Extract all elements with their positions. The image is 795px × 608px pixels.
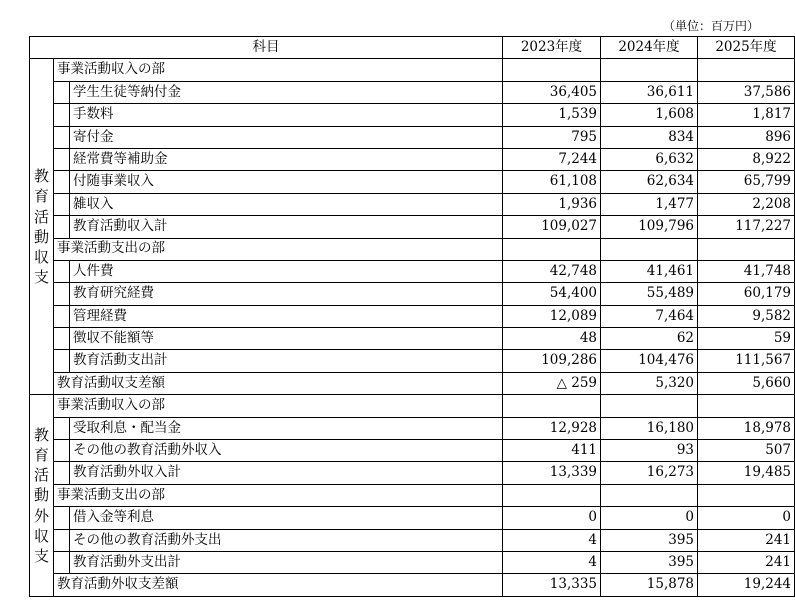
table-row (30, 462, 795, 484)
indent-cell (54, 440, 70, 462)
indent-cell (54, 529, 70, 551)
empty-cell (601, 484, 698, 506)
row-value: 41,748 (698, 260, 795, 282)
row-value: 395 (601, 551, 698, 573)
row-value: 0 (601, 507, 698, 529)
table-row (30, 104, 795, 126)
row-value: 7,464 (601, 305, 698, 327)
table-row (30, 148, 795, 170)
row-label: 教育研究経費 (70, 283, 503, 305)
row-label: 付随事業収入 (70, 171, 503, 193)
row-value: 42,748 (503, 260, 601, 282)
total-value: 13,335 (503, 574, 601, 596)
indent-cell (54, 216, 70, 238)
row-label: 経常費等補助金 (70, 148, 503, 170)
row-value: 16,273 (601, 462, 698, 484)
row-label: その他の教育活動外収入 (70, 440, 503, 462)
row-value: 109,796 (601, 216, 698, 238)
row-value: 395 (601, 529, 698, 551)
empty-cell (601, 395, 698, 417)
row-value: 62 (601, 328, 698, 350)
row-label: 人件費 (70, 260, 503, 282)
group-label-char: 育 (33, 445, 49, 464)
empty-cell (503, 238, 601, 260)
row-label: 徴収不能額等 (70, 328, 503, 350)
row-value: 12,089 (503, 305, 601, 327)
row-value: 8,922 (698, 148, 795, 170)
group-label-char: 動 (33, 227, 49, 246)
row-value: 1,477 (601, 193, 698, 215)
row-value: 7,244 (503, 148, 601, 170)
empty-cell (601, 59, 698, 81)
indent-cell (54, 193, 70, 215)
row-value: 36,405 (503, 81, 601, 103)
group-label-char: 教 (33, 167, 49, 186)
row-label: 教育活動外収入計 (70, 462, 503, 484)
row-value: 61,108 (503, 171, 601, 193)
table-row (30, 216, 795, 238)
indent-cell (54, 417, 70, 439)
block-title-row (30, 238, 795, 260)
row-value: 60,179 (698, 283, 795, 305)
table-row (30, 260, 795, 282)
row-value: 54,400 (503, 283, 601, 305)
row-value: 9,582 (698, 305, 795, 327)
row-value: 1,539 (503, 104, 601, 126)
empty-cell (503, 59, 601, 81)
table-row (30, 551, 795, 573)
row-value: 65,799 (698, 171, 795, 193)
table-row (30, 417, 795, 439)
row-label: その他の教育活動外支出 (70, 529, 503, 551)
table-row (30, 305, 795, 327)
block-title: 事業活動支出の部 (54, 484, 503, 506)
row-value: 4 (503, 551, 601, 573)
indent-cell (54, 305, 70, 327)
row-value: 18,978 (698, 417, 795, 439)
row-label: 受取利息・配当金 (70, 417, 503, 439)
row-value: 19,485 (698, 462, 795, 484)
total-row (30, 574, 795, 596)
table-row (30, 81, 795, 103)
row-value: 896 (698, 126, 795, 148)
indent-cell (54, 81, 70, 103)
row-label: 寄付金 (70, 126, 503, 148)
row-value: 93 (601, 440, 698, 462)
header-year: 2025年度 (698, 37, 795, 59)
row-label: 学生生徒等納付金 (70, 81, 503, 103)
section-group-label (30, 59, 54, 395)
row-value: 117,227 (698, 216, 795, 238)
empty-cell (698, 395, 795, 417)
row-value: 109,027 (503, 216, 601, 238)
indent-cell (54, 551, 70, 573)
total-value: 5,660 (698, 372, 795, 394)
section-group-label (30, 395, 54, 597)
financial-table (29, 36, 795, 597)
total-value: 15,878 (601, 574, 698, 596)
group-label-char: 外 (33, 506, 49, 525)
indent-cell (54, 283, 70, 305)
block-title: 事業活動支出の部 (54, 238, 503, 260)
total-label: 教育活動外収支差額 (54, 574, 503, 596)
indent-cell (54, 126, 70, 148)
group-label-char: 収 (33, 248, 49, 267)
indent-cell (54, 462, 70, 484)
indent-cell (54, 507, 70, 529)
indent-cell (54, 350, 70, 372)
table-row (30, 440, 795, 462)
row-value: 1,817 (698, 104, 795, 126)
row-value: 111,567 (698, 350, 795, 372)
group-label-char: 教 (33, 425, 49, 444)
block-title: 事業活動収入の部 (54, 59, 503, 81)
row-value: 16,180 (601, 417, 698, 439)
row-value: 2,208 (698, 193, 795, 215)
row-value: 109,286 (503, 350, 601, 372)
row-value: 411 (503, 440, 601, 462)
table-row (30, 350, 795, 372)
group-label-char: 活 (33, 207, 49, 226)
table-row (30, 193, 795, 215)
row-label: 教育活動収入計 (70, 216, 503, 238)
empty-cell (503, 395, 601, 417)
row-value: 55,489 (601, 283, 698, 305)
row-label: 教育活動支出計 (70, 350, 503, 372)
empty-cell (601, 238, 698, 260)
row-value: 12,928 (503, 417, 601, 439)
table-row (30, 507, 795, 529)
indent-cell (54, 104, 70, 126)
empty-cell (503, 484, 601, 506)
row-value: 41,461 (601, 260, 698, 282)
empty-cell (698, 238, 795, 260)
table-row (30, 328, 795, 350)
row-value: 241 (698, 529, 795, 551)
table-row (30, 126, 795, 148)
unit-note: （単位：百万円） (662, 19, 759, 33)
header-year: 2023年度 (503, 37, 601, 59)
table-row (30, 171, 795, 193)
row-label: 借入金等利息 (70, 507, 503, 529)
row-value: 59 (698, 328, 795, 350)
row-value: 6,632 (601, 148, 698, 170)
row-label: 雑収入 (70, 193, 503, 215)
row-value: 36,611 (601, 81, 698, 103)
table-row (30, 529, 795, 551)
row-label: 手数料 (70, 104, 503, 126)
empty-cell (698, 59, 795, 81)
row-value: 37,586 (698, 81, 795, 103)
group-label-char: 支 (33, 547, 49, 566)
group-label-char: 育 (33, 187, 49, 206)
group-label-char: 活 (33, 466, 49, 485)
indent-cell (54, 171, 70, 193)
block-title-row (30, 484, 795, 506)
total-value: 5,320 (601, 372, 698, 394)
row-value: 1,936 (503, 193, 601, 215)
total-value: △ 259 (503, 372, 601, 394)
indent-cell (54, 260, 70, 282)
row-value: 4 (503, 529, 601, 551)
total-value: 19,244 (698, 574, 795, 596)
row-value: 48 (503, 328, 601, 350)
row-label: 管理経費 (70, 305, 503, 327)
row-value: 834 (601, 126, 698, 148)
group-label-char: 収 (33, 526, 49, 545)
row-value: 104,476 (601, 350, 698, 372)
row-value: 507 (698, 440, 795, 462)
block-title-row (30, 395, 795, 417)
empty-cell (698, 484, 795, 506)
total-row (30, 372, 795, 394)
indent-cell (54, 328, 70, 350)
row-value: 241 (698, 551, 795, 573)
header-year: 2024年度 (601, 37, 698, 59)
row-value: 13,339 (503, 462, 601, 484)
table-row (30, 283, 795, 305)
header-row (30, 37, 795, 59)
row-value: 0 (503, 507, 601, 529)
row-value: 1,608 (601, 104, 698, 126)
group-label-char: 動 (33, 486, 49, 505)
row-label: 教育活動外支出計 (70, 551, 503, 573)
row-value: 62,634 (601, 171, 698, 193)
block-title: 事業活動収入の部 (54, 395, 503, 417)
header-subject: 科目 (30, 37, 503, 59)
block-title-row (30, 59, 795, 81)
indent-cell (54, 148, 70, 170)
row-value: 0 (698, 507, 795, 529)
row-value: 795 (503, 126, 601, 148)
total-label: 教育活動収支差額 (54, 372, 503, 394)
group-label-char: 支 (33, 268, 49, 287)
